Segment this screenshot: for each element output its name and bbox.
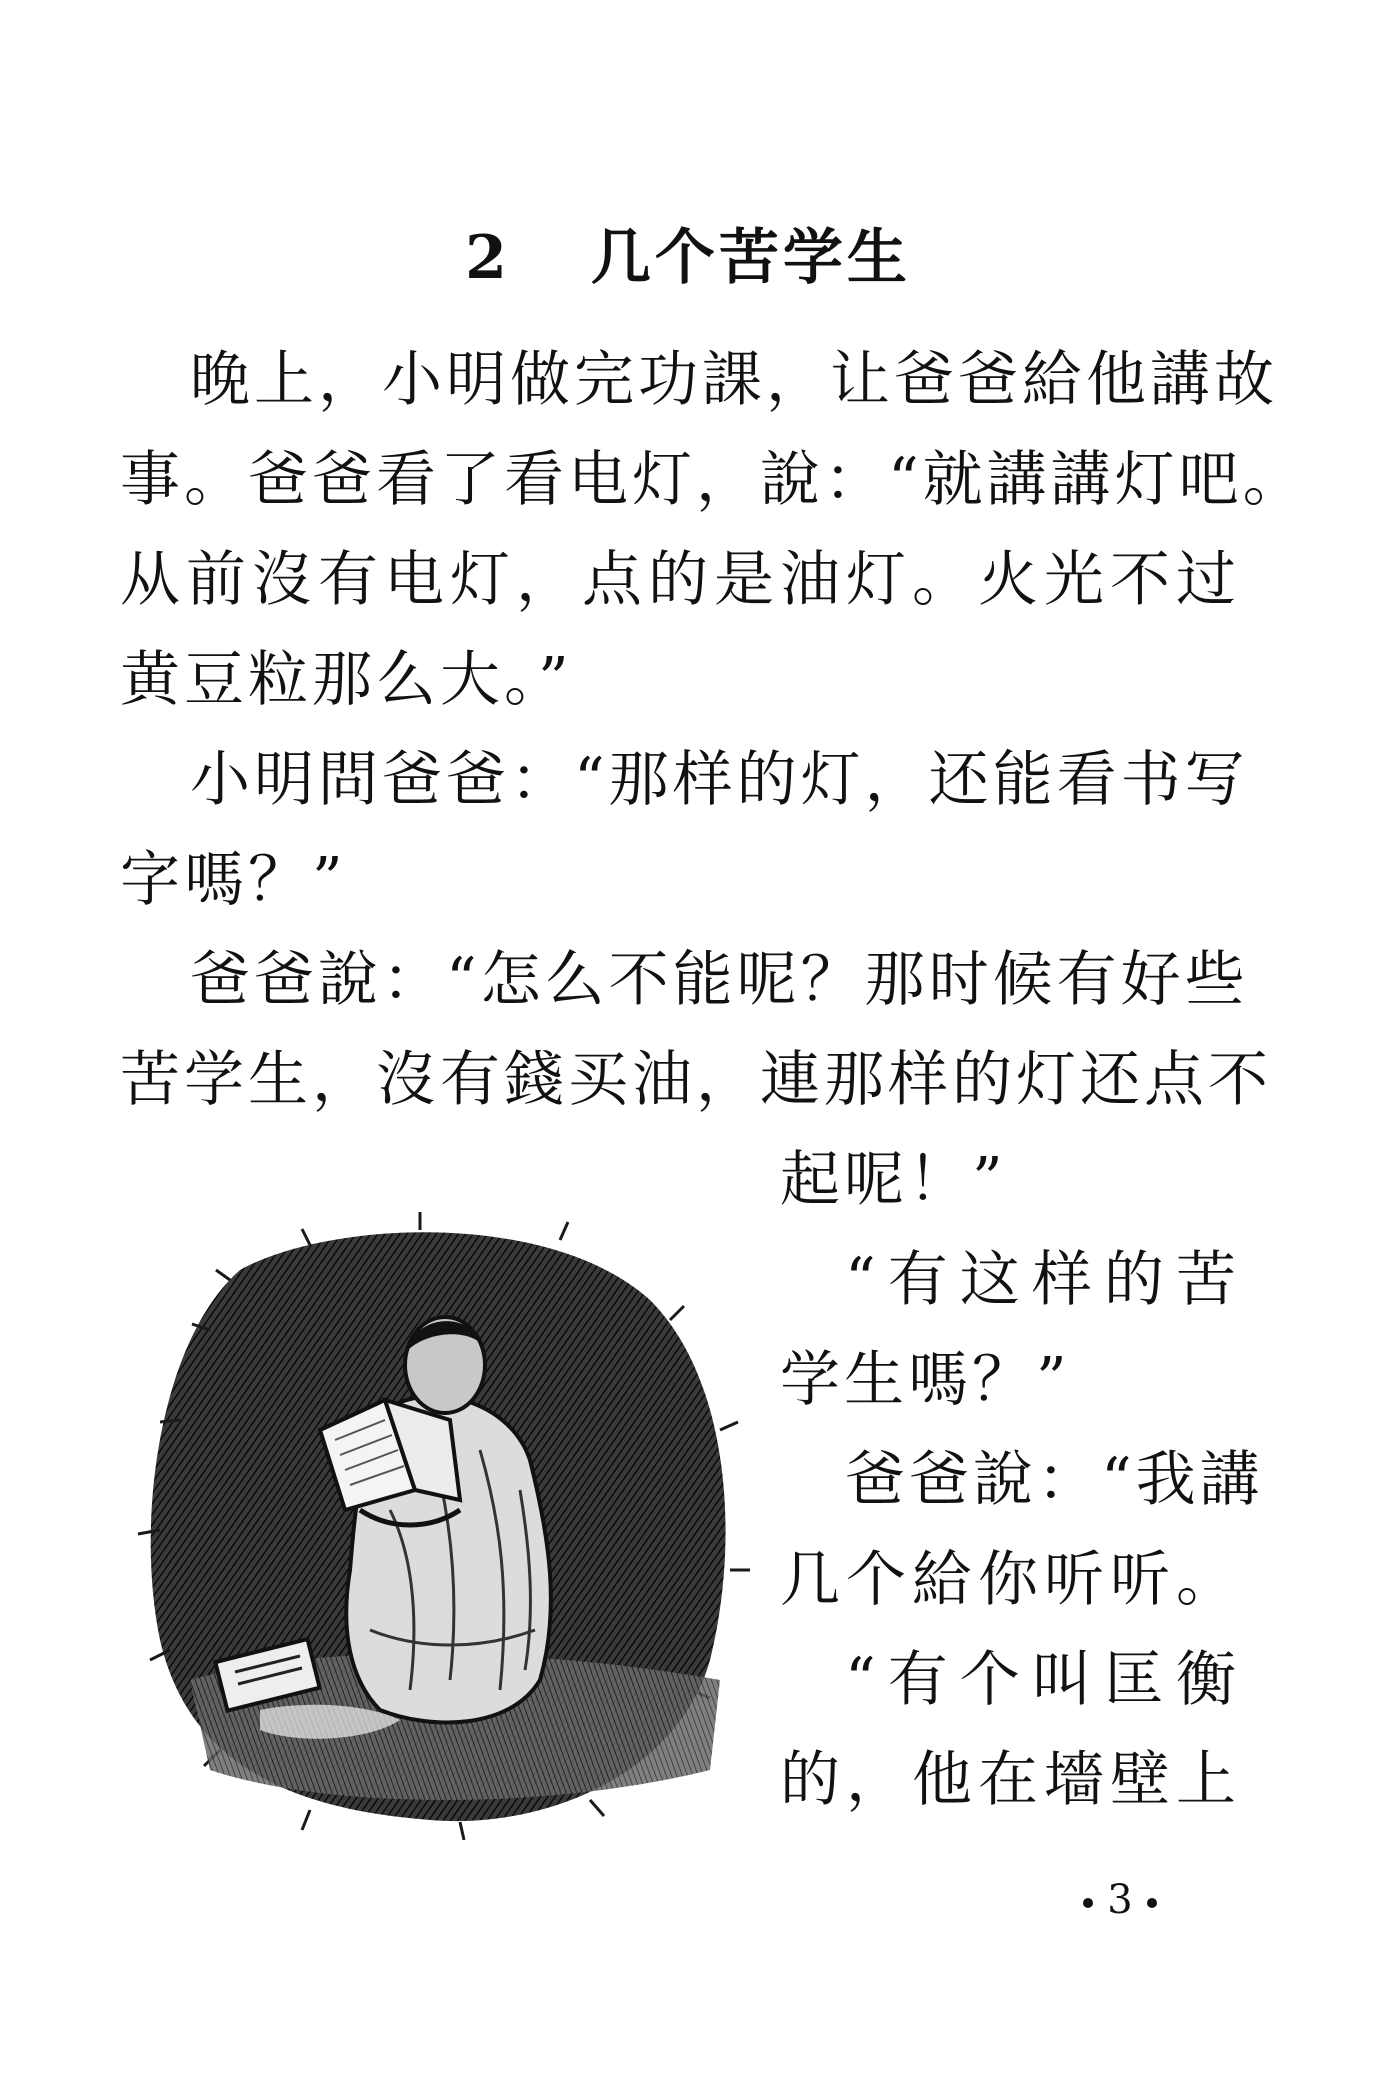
text-line: 晚上，小明做完功課，让爸爸給他講故 [190,345,1278,415]
chapter-heading [0,218,1376,298]
text-line: 黄豆粒那么大。” [120,645,573,715]
chapter-number: 2 [465,223,511,293]
column-text-line: 的，他在墻壁上 [780,1745,1240,1815]
text-line: 事。爸爸看了看电灯，說：“就講講灯吧。 [120,445,1307,515]
text-line: 苦学生，沒有錢买油，連那样的灯还点不 [120,1045,1272,1115]
column-text-line: 几个給你听听。 [780,1545,1240,1615]
text-line: 小明問爸爸：“那样的灯，还能看书写 [190,745,1249,815]
page-number-dot-left [1083,1898,1093,1908]
text-line: 爸爸說：“怎么不能呢？那时候有好些 [190,945,1249,1015]
chapter-title: 几个苦学生 [590,223,911,293]
page-number-dot-right [1147,1898,1157,1908]
reading-student-illustration [130,1210,750,1840]
text-line: 从前沒有电灯，点的是油灯。火光不过 [120,545,1240,615]
column-text-line: 爸爸說：“我講 [845,1445,1264,1515]
page-number-value: 3 [1107,1877,1133,1923]
page-number [1040,1870,1200,1930]
column-text-line: “有这样的苦 [845,1245,1240,1315]
column-text-line: 学生嗎？” [780,1345,1071,1415]
text-line: 字嗎？” [120,845,347,915]
column-text-line: “有个叫匡衡 [845,1645,1240,1715]
column-text-line: 起呢！” [780,1145,1007,1215]
